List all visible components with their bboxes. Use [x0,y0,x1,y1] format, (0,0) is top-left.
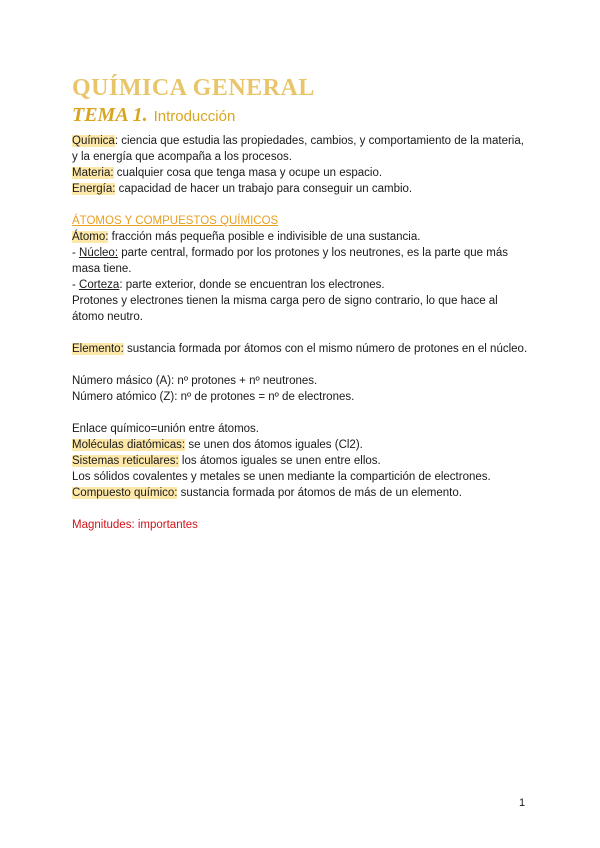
definition-text: capacidad de hacer un trabajo para conseguir un cambio. [115,183,413,195]
definition-text: cualquier cosa que tenga masa y ocupe un espacio. [113,167,383,179]
list-dash: - [72,279,80,291]
definition-text: sustancia formada por átomos de más de un elemento. [177,487,462,499]
document-title: QUÍMICA GENERAL [72,75,315,101]
document-page [72,74,532,533]
magnitudes-heading: Magnitudes: importantes [72,519,198,531]
term-sistemas: Sistemas reticulares: [72,455,179,467]
definition-corteza [72,277,532,293]
solidos-paragraph: Los sólidos covalentes y metales se unen mediante la compartición de electrones. [72,471,491,483]
tema-heading [72,104,532,128]
tema-label: TEMA 1. [72,104,148,126]
term-energia: Energía: [72,183,116,195]
numero-masico: Número másico (A): nº protones + nº neutrones. [72,375,318,387]
term-nucleo: Núcleo: [79,247,119,259]
numero-atomico: Número atómico (Z): nº de protones = nº de electrones. [72,391,355,403]
tema-subtitle: Introducción [153,108,236,125]
definition-text: fracción más pequeña posible e indivisible de una sustancia. [108,231,421,243]
definition-text: parte central, formado por los protones y los neutrones, es la parte que más masa tiene. [72,247,508,275]
definition-text: los átomos iguales se unen entre ellos. [178,455,381,467]
term-elemento: Elemento: [72,343,124,355]
definition-compuesto [72,485,532,501]
definition-text: sustancia formada por átomos con el mismo número de protones en el núcleo. [123,343,528,355]
list-dash: - [72,247,80,259]
definition-text: : ciencia que estudia las propiedades, cambios, y comportamiento de la materia, y la energía que acompaña a los procesos. [72,135,524,163]
term-quimica: Química [72,135,115,147]
page-number: 1 [519,797,526,809]
definition-elemento [72,341,532,357]
section-heading: ÁTOMOS Y COMPUESTOS QUÍMICOS [72,215,279,227]
definition-nucleo [72,245,532,277]
definition-atomo [72,229,532,245]
definition-sistemas [72,453,532,469]
term-materia: Materia: [72,167,114,179]
enlace-quimico: Enlace químico=unión entre átomos. [72,423,259,435]
definition-quimica [72,133,532,165]
protones-paragraph: Protones y electrones tienen la misma carga pero de signo contrario, lo que hace al átomo neutro. [72,295,498,323]
term-corteza: Corteza [79,279,120,291]
definition-energia [72,181,532,197]
term-compuesto: Compuesto químico: [72,487,178,499]
definition-text: se unen dos átomos iguales (Cl2). [185,439,363,451]
term-moleculas: Moléculas diatómicas: [72,439,186,451]
definition-moleculas [72,437,532,453]
definition-text: : parte exterior, donde se encuentran los electrones. [119,279,385,291]
term-atomo: Átomo: [72,231,109,243]
definition-materia [72,165,532,181]
